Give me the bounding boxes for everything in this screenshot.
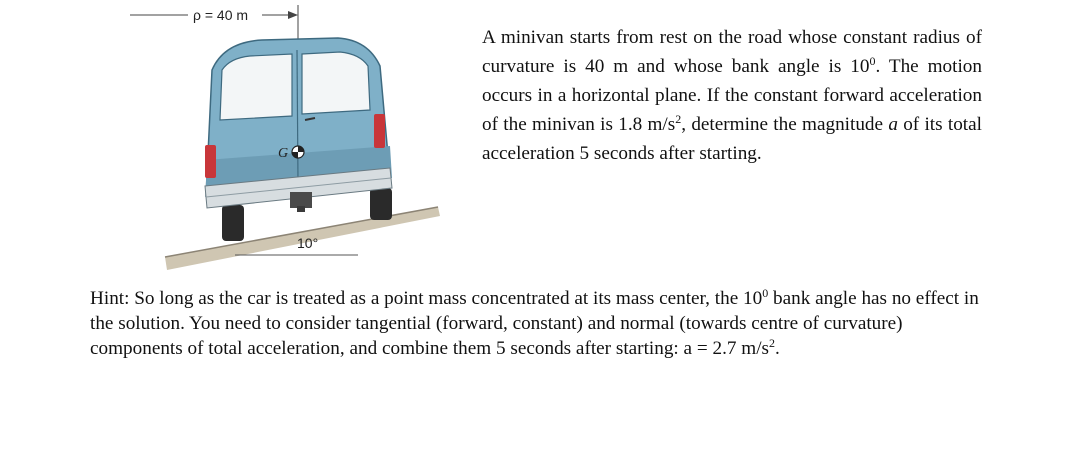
problem-text-4: of its total acceleration 5 seconds after starting. [482, 114, 982, 164]
problem-degree-superscript: 0 [869, 54, 876, 68]
problem-square-superscript: 2 [675, 112, 682, 126]
problem-text-1: A minivan starts from rest on the road whose constant radius of curvature is 40 m and whose bank angle is 10 [482, 27, 982, 77]
left-tail-light [205, 145, 216, 178]
hint-paragraph [90, 286, 1000, 361]
left-tire [222, 205, 244, 241]
hint-text-3: . [775, 338, 780, 359]
hint-answer: 2.7 m/s [712, 338, 769, 359]
right-tire [370, 188, 392, 220]
hint-degree-superscript: 0 [762, 286, 769, 300]
hint-text-2: bank angle has no effect in the solution. You need to consider tangential (forward, constant) and normal (towards centre of curvature) components of total acceleration, and combine them 5 seconds after starting: a = [90, 288, 979, 359]
mass-center-label: G [278, 146, 289, 161]
minivan-body [205, 38, 392, 212]
right-tail-light [374, 114, 385, 148]
problem-statement [482, 23, 982, 168]
hint-square-superscript: 2 [769, 336, 775, 350]
mass-center-symbol [292, 146, 304, 158]
hint-text-1: Hint: So long as the car is treated as a point mass concentrated at its mass center, the 10 [90, 288, 763, 309]
acceleration-variable: a [888, 114, 898, 135]
radius-label: ρ = 40 m [193, 7, 249, 23]
minivan-figure [0, 0, 460, 280]
problem-text-3: , determine the magnitude [681, 114, 889, 135]
problem-text-2: . The motion occurs in a horizontal plane. If the constant forward acceleration of the minivan is 1.8 m/s [482, 56, 982, 135]
bank-angle-label: 10° [297, 235, 319, 251]
